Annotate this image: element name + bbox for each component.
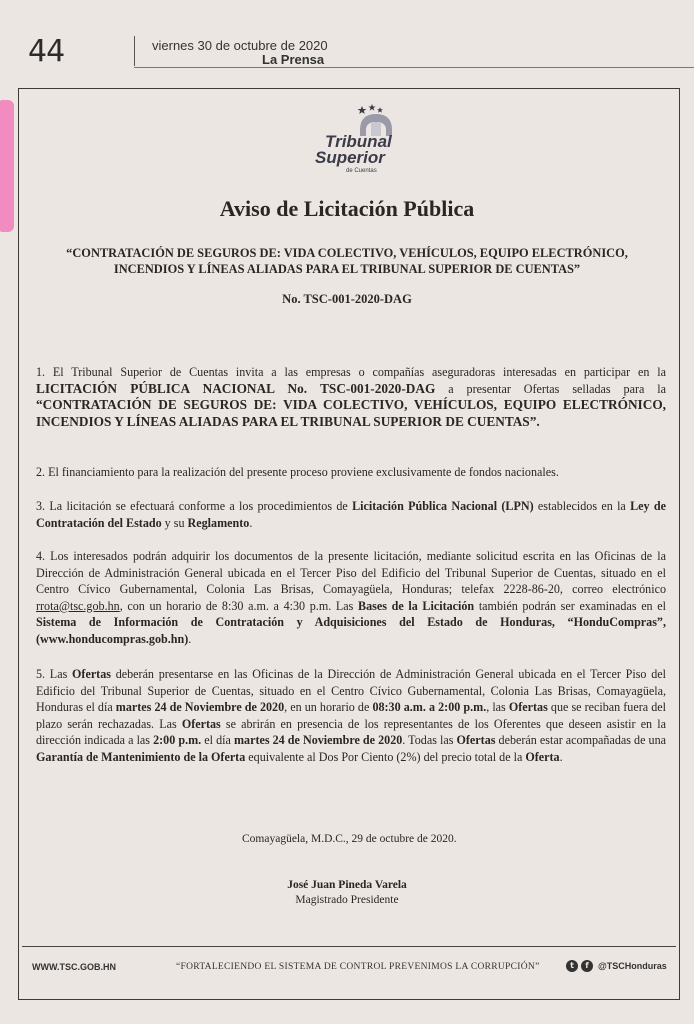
paragraph-3: 3. La licitación se efectuará conforme a los procedimientos de Licitación Pública Nacional (LPN) establecidos en la Ley de Contratación del Estado y su Reglamento. <box>36 499 666 530</box>
page-number: 44 <box>28 34 65 69</box>
paragraph-1: 1. El Tribunal Superior de Cuentas invita a las empresas o compañías aseguradoras interesadas en participar en la LICITACIÓN PÚBLICA NACIONAL No. TSC-001-2020-DAG a presentar Ofertas selladas para la “CONTRATACIÓN DE SEGUROS DE: VIDA COLECTIVO, VEHÍCULOS, EQUIPO ELECTRÓNICO, INCENDIOS Y LÍNEAS ALIADAS PARA EL TRIBUNAL SUPERIOR DE CUENTAS”. <box>36 365 666 429</box>
signatory-title: Magistrado Presidente <box>295 894 399 906</box>
place-and-date: Comayagüela, M.D.C., 29 de octubre de 2020. <box>242 833 457 845</box>
twitter-icon: t <box>566 960 578 972</box>
logo-text-de-cuentas: de Cuentas <box>346 168 377 174</box>
facebook-icon: f <box>581 960 593 972</box>
signatory-name: José Juan Pineda Varela <box>287 879 407 891</box>
notice-subject: “CONTRATACIÓN DE SEGUROS DE: VIDA COLECTIVO, VEHÍCULOS, EQUIPO ELECTRÓNICO, INCENDIOS Y LÍNEAS ALIADAS PARA EL TRIBUNAL SUPERIOR DE CUENTAS” <box>66 246 628 276</box>
footer-rule <box>22 946 676 947</box>
notice-frame <box>18 88 680 1000</box>
paragraph-2: 2. El financiamiento para la realización del presente proceso proviene exclusivamente de fondos nacionales. <box>36 465 559 479</box>
footer-website[interactable]: WWW.TSC.GOB.HN <box>32 962 116 972</box>
footer-social <box>566 960 667 972</box>
reference-number: No. TSC-001-2020-DAG <box>282 292 412 306</box>
header-divider <box>134 36 135 66</box>
paragraph-4: 4. Los interesados podrán adquirir los documentos de la presente licitación, mediante solicitud escrita en las Oficinas de la Dirección de Administración General ubicada en el Tercer Piso del Edificio del Tribunal Superior de Cuentas, situado en el Centro Cívico Gubernamental, Colonia Las Brisas, Comayagüela, Honduras; telefax 2228-86-20, correo electrónico rrota@tsc.gob.hn, con un horario de 8:30 a.m. a 4:30 p.m. Las Bases de la Licitación también podrán ser examinadas en el Sistema de Información de Contratación y Adquisiciones del Estado de Honduras, “HonduCompras”, (www.honducompras.gob.hn). <box>36 549 666 646</box>
email-link[interactable]: rrota@tsc.gob.hn <box>36 598 120 613</box>
footer-slogan: “FORTALECIENDO EL SISTEMA DE CONTROL PREVENIMOS LA CORRUPCIÓN” <box>176 962 540 972</box>
header-rule <box>134 67 694 68</box>
notice-title: Aviso de Licitación Pública <box>219 196 475 221</box>
publication-name: La Prensa <box>262 52 325 67</box>
logo-text-superior: Superior <box>315 148 385 167</box>
social-handle[interactable]: @TSCHonduras <box>598 961 667 971</box>
paragraph-5: 5. Las Ofertas deberán presentarse en las Oficinas de la Dirección de Administración General ubicada en el Tercer Piso del Edificio del Tribunal Superior de Cuentas, situado en el Centro Cívico Gubernamental, Colonia Las Brisas, Comayagüela, Honduras el día martes 24 de Noviembre de 2020, en un horario de 08:30 a.m. a 2:00 p.m., las Ofertas que se reciban fuera del plazo serán rechazadas. Las Ofertas se abrirán en presencia de los representantes de los Oferentes que deseen asistir en la dirección indicada a las 2:00 p.m. el día martes 24 de Noviembre de 2020. Todas las Ofertas deberán estar acompañadas de una Garantía de Mantenimiento de la Oferta equivalente al Dos Por Ciento (2%) del precio total de la Oferta. <box>36 667 666 764</box>
logo-text-tribunal: Tribunal <box>325 132 392 151</box>
header-date: viernes 30 de octubre de 2020 <box>152 38 328 53</box>
